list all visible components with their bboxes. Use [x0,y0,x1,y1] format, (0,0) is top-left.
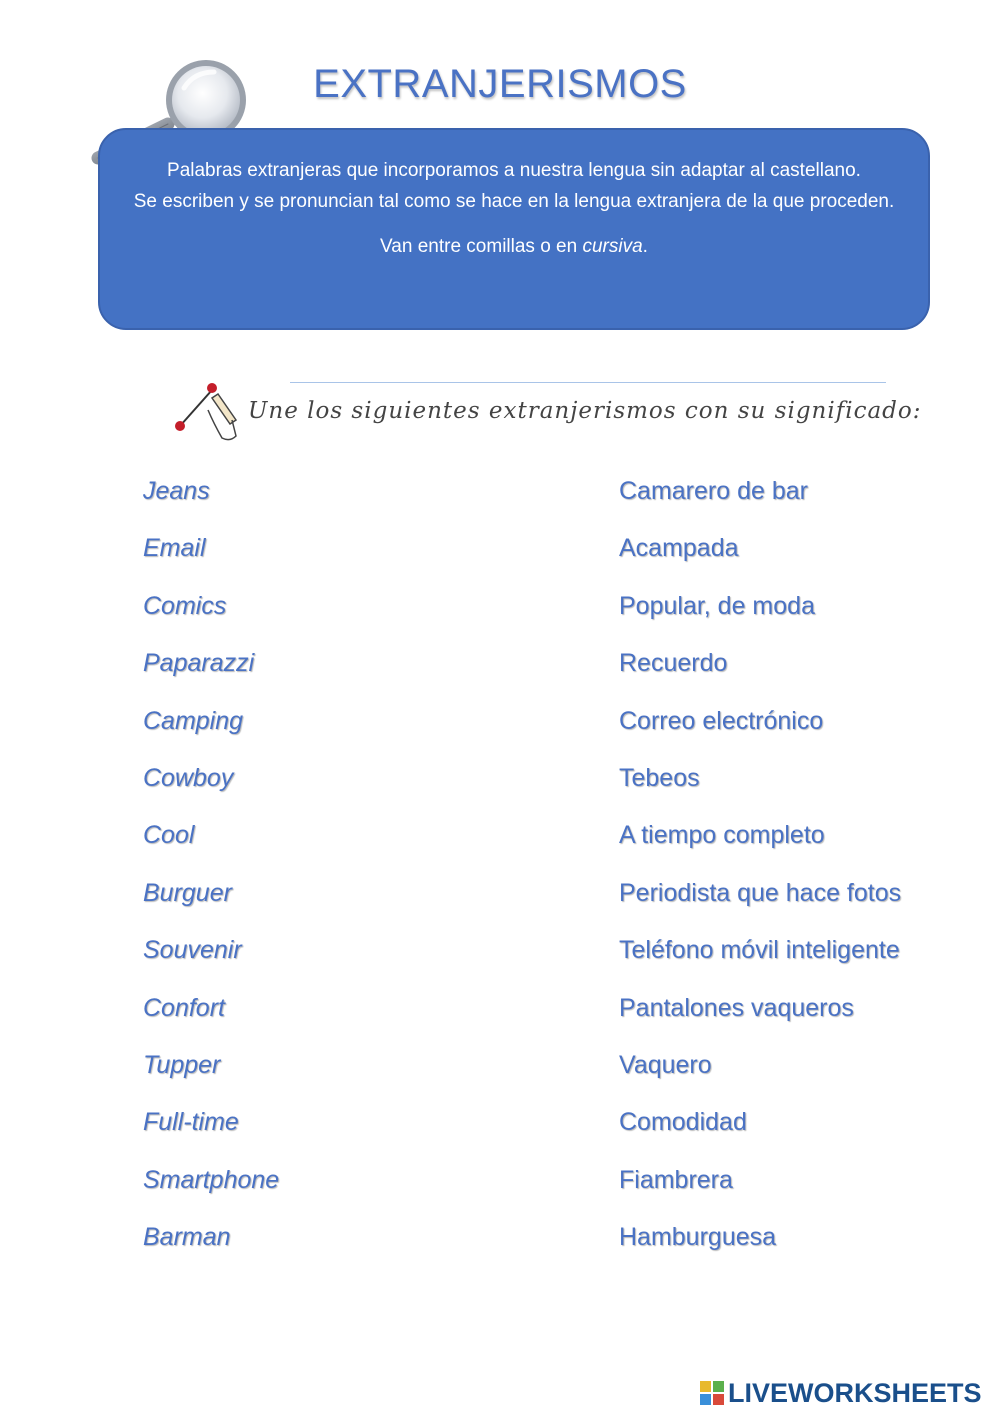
meaning-item[interactable]: Teléfono móvil inteligente [619,936,900,965]
word-item[interactable]: Souvenir [143,936,242,965]
word-item[interactable]: Smartphone [143,1165,280,1194]
brand-text: LIVEWORKSHEETS [728,1377,982,1408]
meaning-item[interactable]: Camarero de bar [619,477,808,505]
word-item[interactable]: Confort [143,993,225,1022]
definition-line-2: Se escriben y se pronuncian tal como se hace en la lengua extranjera de la que proceden. [133,191,895,212]
brand-footer [700,1376,982,1410]
note-prefix: Van entre comillas o en [380,236,583,257]
meaning-item[interactable]: Pantalones vaqueros [619,993,854,1022]
note-suffix: . [642,236,648,257]
word-item[interactable]: Cool [143,821,195,850]
meaning-item[interactable]: Correo electrónico [619,706,824,735]
word-item[interactable]: Tupper [143,1050,221,1079]
note-italic: cursiva [582,236,643,257]
word-item[interactable]: Cowboy [143,763,234,792]
definition-note [124,231,904,262]
word-item[interactable]: Camping [143,706,244,735]
word-item[interactable]: Paparazzi [143,649,255,678]
meaning-item[interactable]: Fiambrera [619,1165,733,1194]
meaning-item[interactable]: Periodista que hace fotos [619,878,902,907]
pencil-connect-icon [170,380,242,446]
meaning-item[interactable]: A tiempo completo [619,821,825,850]
meaning-item[interactable]: Acampada [619,534,739,563]
word-item[interactable]: Email [143,534,206,563]
word-item[interactable]: Jeans [143,477,210,505]
page-title: EXTRANJERISMOS [313,62,687,106]
word-item[interactable]: Burguer [143,878,232,907]
meaning-item[interactable]: Vaquero [619,1050,712,1079]
words-column [143,470,279,1273]
meaning-item[interactable]: Hamburguesa [619,1223,777,1252]
instruction-rule [290,382,886,383]
definition-line-1: Palabras extranjeras que incorporamos a nuestra lengua sin adaptar al castellano. [167,160,861,181]
liveworksheets-logo-icon [700,1381,724,1405]
meaning-item[interactable]: Popular, de moda [619,591,815,620]
word-item[interactable]: Barman [143,1223,231,1252]
meaning-item[interactable]: Comodidad [619,1108,747,1137]
meaning-item[interactable]: Recuerdo [619,649,728,678]
definition-box [98,128,930,330]
word-item[interactable]: Comics [143,591,227,620]
instruction-text: Une los siguientes extranjerismos con su significado: [248,398,922,424]
word-item[interactable]: Full-time [143,1108,239,1137]
meanings-column [619,470,901,1273]
meaning-item[interactable]: Tebeos [619,763,700,792]
